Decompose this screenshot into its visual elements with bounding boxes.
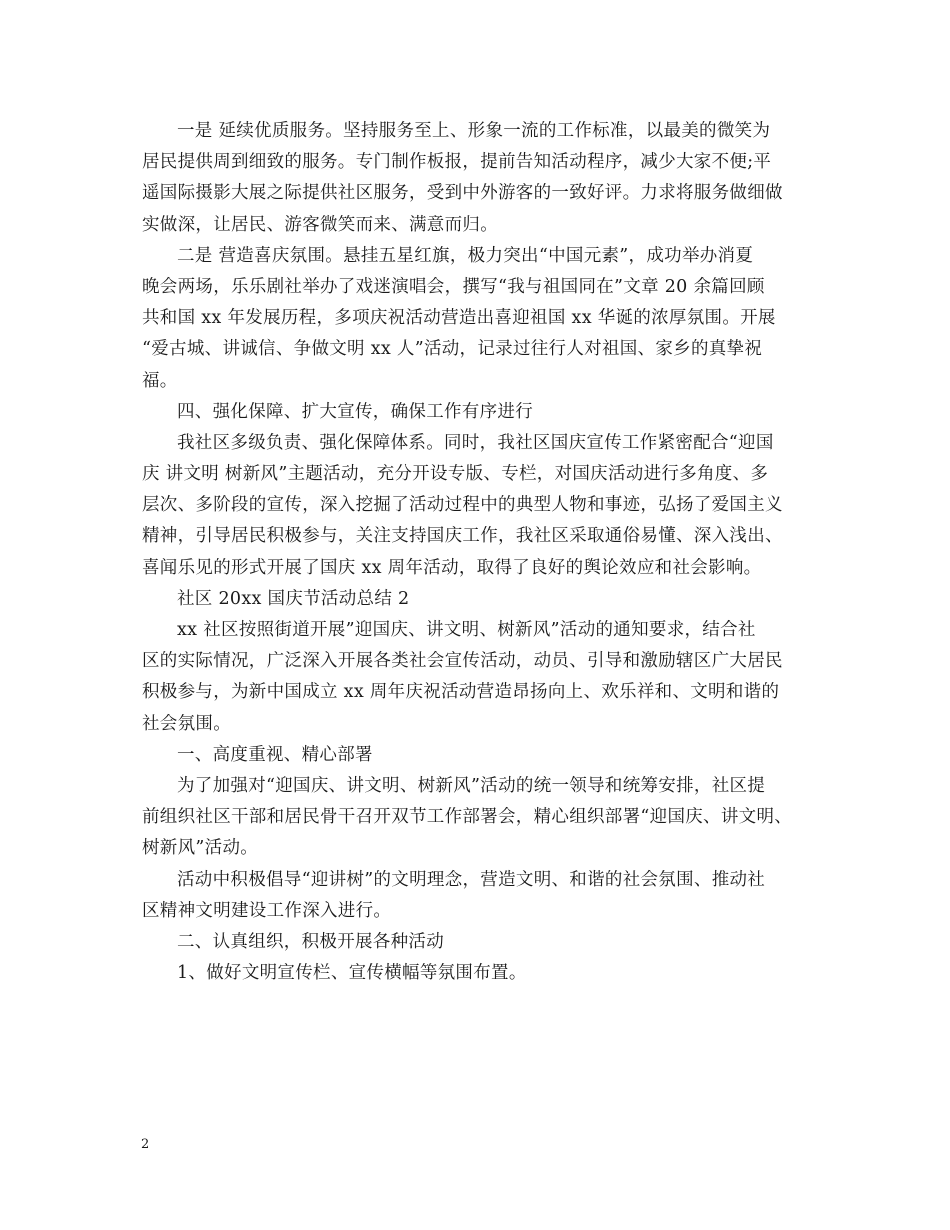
text-line: 1、做好文明宣传栏、宣传横幅等氛围布置。 [177, 963, 527, 984]
text-line: 遥国际摄影大展之际提供社区服务，受到中外游客的一致好评。力求将服务做细做 [142, 183, 783, 204]
text-line: 居民提供周到细致的服务。专门制作板报，提前告知活动程序，减少大家不便;平 [142, 152, 772, 173]
text-line: 一是 延续优质服务。坚持服务至上、形象一流的工作标准，以最美的微笑为 [177, 121, 771, 141]
text-line: 为了加强对“迎国庆、讲文明、树新风”活动的统一领导和统筹安排，社区提 [177, 775, 766, 796]
text-line: 树新风”活动。 [142, 838, 259, 859]
text-line: 共和国 xx 年发展历程，多项庆祝活动营造出喜迎祖国 xx 华诞的浓厚氛围。开展 [142, 308, 776, 329]
text-line: 社区 20xx 国庆节活动总结 2 [177, 588, 410, 609]
text-line: 层次、多阶段的宣传，深入挖掘了活动过程中的典型人物和事迹，弘扬了爱国主义 [142, 495, 783, 516]
text-line: 四、强化保障、扩大宣传，确保工作有序进行 [177, 401, 533, 422]
text-line: 区精神文明建设工作深入进行。 [142, 900, 392, 921]
text-line: 区的实际情况，广泛深入开展各类社会宣传活动，动员、引导和激励辖区广大居民 [142, 651, 783, 672]
text-line: 二、认真组织，积极开展各种活动 [177, 931, 444, 952]
text-line: 我社区多级负责、强化保障体系。同时，我社区国庆宣传工作紧密配合“迎国 [177, 432, 774, 453]
text-line: 活动中积极倡导“迎讲树”的文明理念，营造文明、和谐的社会氛围、推动社 [177, 869, 766, 890]
page-number: 2 [141, 1137, 150, 1152]
text-line: 喜闻乐见的形式开展了国庆 xx 周年活动，取得了良好的舆论效应和社会影响。 [142, 557, 762, 578]
text-line: 二是 营造喜庆氛围。悬挂五星红旗，极力突出“中国元素”，成功举办消夏 [177, 245, 754, 266]
text-line: 一、高度重视、精心部署 [177, 744, 373, 765]
text-line: 实做深，让居民、游客微笑而来、满意而归。 [142, 214, 498, 235]
text-line: 精神，引导居民积极参与，关注支持国庆工作，我社区采取通俗易懂、深入浅出、 [142, 526, 783, 547]
text-line: 积极参与，为新中国成立 xx 周年庆祝活动营造昂扬向上、欢乐祥和、文明和谐的 [142, 682, 780, 703]
text-line: 晚会两场，乐乐剧社举办了戏迷演唱会，撰写“我与祖国同在”文章 20 余篇回顾 [142, 276, 765, 297]
text-line: xx 社区按照街道开展”迎国庆、讲文明、树新风”活动的通知要求，结合社 [177, 620, 756, 640]
document-body [142, 116, 817, 989]
text-line: 福。 [142, 370, 178, 391]
text-line: 庆 讲文明 树新风”主题活动，充分开设专版、专栏，对国庆活动进行多角度、多 [142, 464, 769, 485]
text-line: 社会氛围。 [142, 713, 231, 734]
text-line: “爱古城、讲诚信、争做文明 xx 人”活动，记录过往行人对祖国、家乡的真挚祝 [142, 339, 763, 360]
text-line: 前组织社区干部和居民骨干召开双节工作部署会，精心组织部署“迎国庆、讲文明、 [142, 807, 793, 828]
